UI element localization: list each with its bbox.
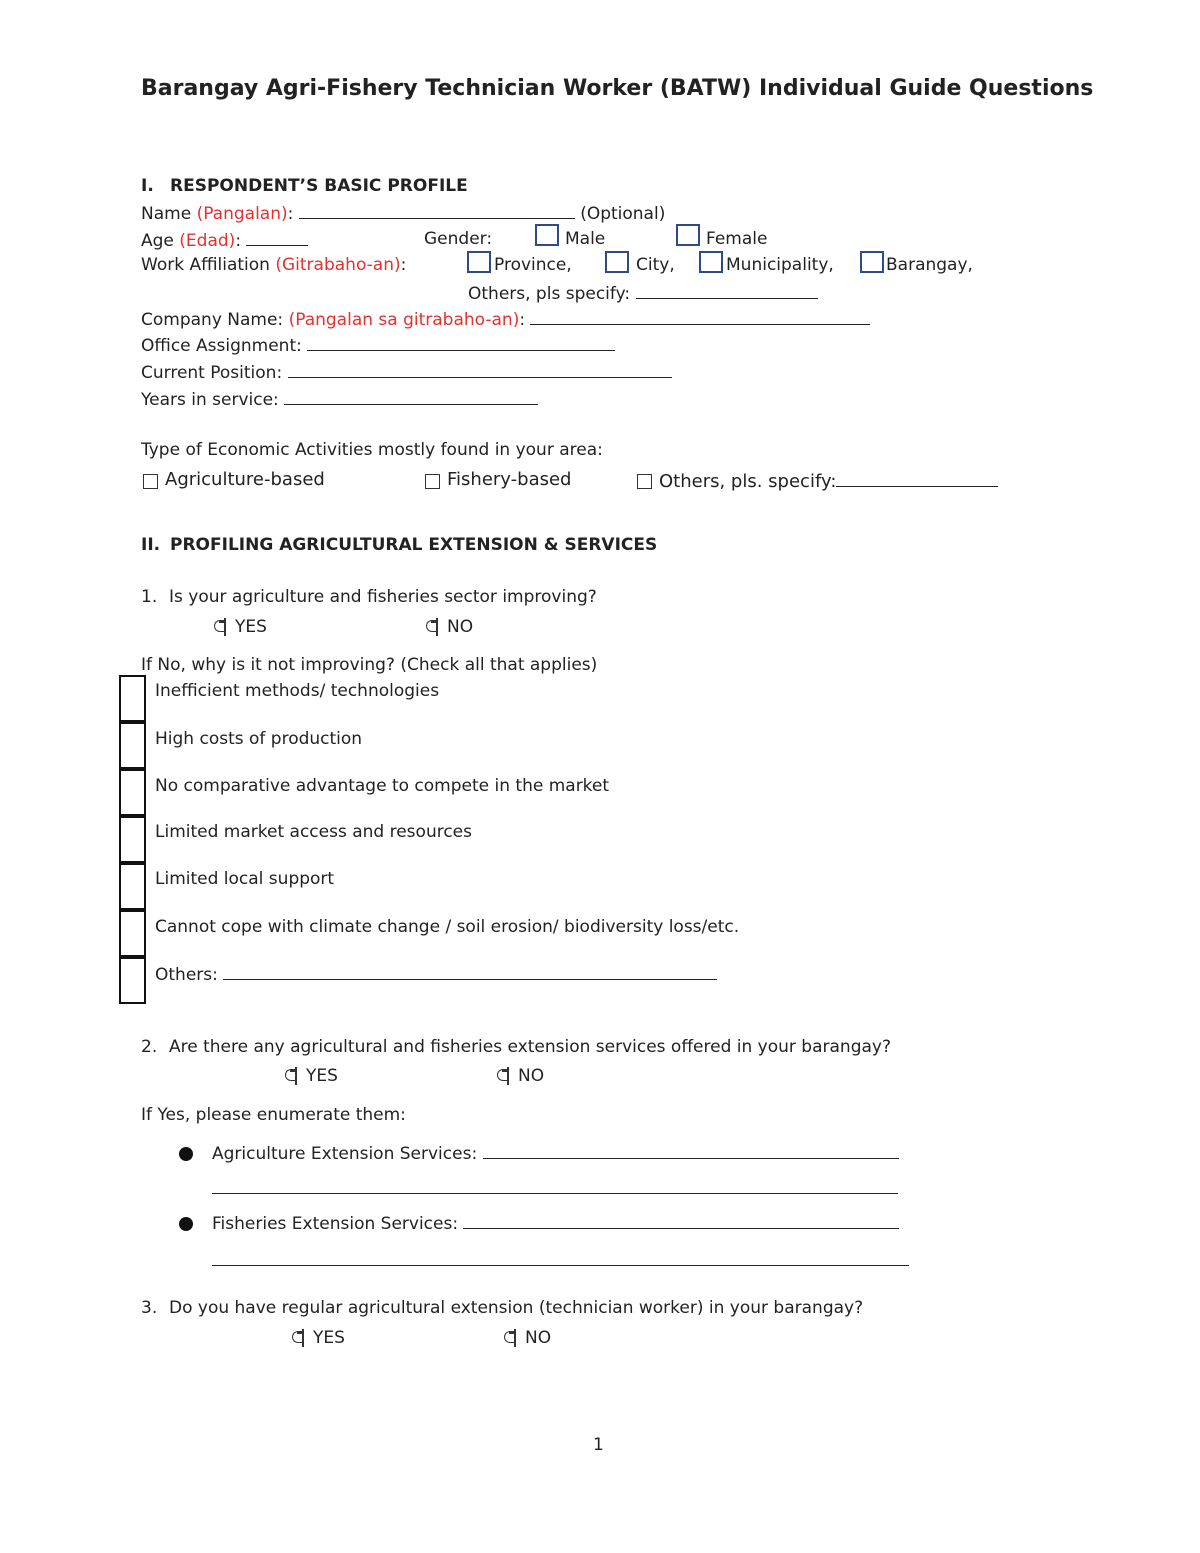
- fish-services-field-line2[interactable]: [212, 1265, 909, 1266]
- reason-others-row: [155, 963, 717, 985]
- gender-male-checkbox[interactable]: [535, 224, 559, 246]
- company-row: Company Name: (Pangalan sa gitrabaho-an):: [141, 308, 870, 330]
- q3-number: 3.: [141, 1298, 158, 1318]
- agri-services-row: [212, 1142, 899, 1164]
- bullet-icon: [179, 1217, 193, 1231]
- econ-others-checkbox[interactable]: [637, 474, 652, 489]
- econ-others-field[interactable]: [836, 470, 998, 487]
- q2-no-label: NO: [518, 1066, 545, 1086]
- fish-services-label: Fisheries Extension Services:: [212, 1214, 459, 1234]
- office-field[interactable]: [307, 334, 615, 351]
- reason-checkbox[interactable]: [119, 816, 146, 863]
- q1-yes-label: YES: [235, 617, 267, 637]
- work-local-label: (Gitrabaho-an): [275, 255, 401, 275]
- name-local-label: (Pangalan): [196, 204, 288, 224]
- q2-followup: If Yes, please enumerate them:: [141, 1105, 406, 1125]
- office-label: Office Assignment:: [141, 336, 302, 356]
- q3-yes-label: YES: [313, 1328, 345, 1348]
- reason-checkbox[interactable]: [119, 910, 146, 957]
- age-row: Age (Edad):: [141, 229, 308, 251]
- gender-female-label: Female: [706, 229, 768, 249]
- reason-label: Inefficient methods/ technologies: [155, 681, 440, 701]
- years-field[interactable]: [284, 388, 538, 405]
- agri-services-label: Agriculture Extension Services:: [212, 1144, 478, 1164]
- q2-yes-label: YES: [306, 1066, 338, 1086]
- q1-followup: If No, why is it not improving? (Check all that applies): [141, 655, 598, 675]
- section-2-heading: PROFILING AGRICULTURAL EXTENSION & SERVICES: [170, 535, 658, 555]
- work-province-checkbox[interactable]: [467, 251, 491, 273]
- work-municipality-checkbox[interactable]: [699, 251, 723, 273]
- fish-services-field[interactable]: [463, 1212, 899, 1229]
- econ-question: Type of Economic Activities mostly found in your area:: [141, 440, 603, 460]
- gender-male-label: Male: [565, 229, 606, 249]
- q3-no-radio[interactable]: [504, 1329, 524, 1347]
- q1-yes-radio[interactable]: [214, 618, 234, 636]
- econ-fishery-checkbox[interactable]: [425, 474, 440, 489]
- work-affiliation-row: Work Affiliation (Gitrabaho-an):: [141, 255, 407, 275]
- age-field[interactable]: [246, 229, 308, 246]
- q1-no-radio[interactable]: [426, 618, 446, 636]
- reason-others-field[interactable]: [223, 963, 717, 980]
- work-municipality-label: Municipality,: [726, 255, 834, 275]
- econ-fishery-label: Fishery-based: [447, 469, 572, 490]
- company-label: Company Name:: [141, 310, 284, 330]
- gender-female-checkbox[interactable]: [676, 224, 700, 246]
- reason-checkbox[interactable]: [119, 863, 146, 910]
- position-row: [141, 361, 672, 383]
- work-label: Work Affiliation: [141, 255, 270, 275]
- reason-checkbox[interactable]: [119, 722, 146, 769]
- q2-number: 2.: [141, 1037, 158, 1057]
- reason-checkbox[interactable]: [119, 769, 146, 816]
- bullet-icon: [179, 1147, 193, 1161]
- econ-others-label: Others, pls. specify:: [659, 471, 837, 492]
- econ-agriculture-checkbox[interactable]: [143, 474, 158, 489]
- reason-label: Limited market access and resources: [155, 822, 472, 842]
- others-label: Others, pls specify:: [468, 284, 631, 304]
- age-local-label: (Edad): [179, 231, 236, 251]
- position-field[interactable]: [288, 361, 672, 378]
- name-label: Name: [141, 204, 192, 224]
- econ-others-row: [659, 470, 998, 492]
- gender-label: Gender:: [424, 229, 493, 249]
- age-label: Age: [141, 231, 174, 251]
- q1-text: Is your agriculture and fisheries sector improving?: [169, 587, 597, 607]
- agri-services-field[interactable]: [483, 1142, 899, 1159]
- position-label: Current Position:: [141, 363, 283, 383]
- reason-label: No comparative advantage to compete in the market: [155, 776, 610, 796]
- section-1-number: I.: [141, 176, 154, 196]
- page-number: 1: [593, 1435, 604, 1455]
- reason-label: Others:: [155, 965, 218, 985]
- work-province-label: Province,: [494, 255, 572, 275]
- document-title: Barangay Agri-Fishery Technician Worker (BATW) Individual Guide Questions: [141, 76, 1094, 101]
- reason-checkbox[interactable]: [119, 957, 146, 1004]
- section-2-number: II.: [141, 535, 161, 555]
- company-local-label: (Pangalan sa gitrabaho-an): [288, 310, 520, 330]
- work-barangay-label: Barangay,: [886, 255, 973, 275]
- work-barangay-checkbox[interactable]: [860, 251, 884, 273]
- agri-services-field-line2[interactable]: [212, 1193, 898, 1194]
- office-row: [141, 334, 615, 356]
- q3-yes-radio[interactable]: [292, 1329, 312, 1347]
- years-row: [141, 388, 538, 410]
- q3-no-label: NO: [525, 1328, 552, 1348]
- fish-services-row: [212, 1212, 899, 1234]
- name-field[interactable]: [299, 202, 575, 219]
- reason-label: High costs of production: [155, 729, 363, 749]
- section-1-heading: RESPONDENT’S BASIC PROFILE: [170, 176, 468, 196]
- q2-yes-radio[interactable]: [285, 1067, 305, 1085]
- years-label: Years in service:: [141, 390, 279, 410]
- q3-text: Do you have regular agricultural extension (technician worker) in your barangay?: [169, 1298, 864, 1318]
- others-row: [468, 282, 818, 304]
- reason-checkbox[interactable]: [119, 675, 146, 722]
- others-field[interactable]: [636, 282, 818, 299]
- q1-no-label: NO: [447, 617, 474, 637]
- name-row: Name (Pangalan): (Optional): [141, 204, 666, 224]
- q1-number: 1.: [141, 587, 158, 607]
- q2-no-radio[interactable]: [497, 1067, 517, 1085]
- reason-label: Cannot cope with climate change / soil erosion/ biodiversity loss/etc.: [155, 917, 740, 937]
- work-city-label: City,: [636, 255, 675, 275]
- optional-note: (Optional): [580, 204, 666, 224]
- q2-text: Are there any agricultural and fisheries extension services offered in your barangay?: [169, 1037, 891, 1057]
- work-city-checkbox[interactable]: [605, 251, 629, 273]
- company-field[interactable]: [530, 308, 870, 325]
- econ-agriculture-label: Agriculture-based: [165, 469, 325, 490]
- reason-label: Limited local support: [155, 869, 335, 889]
